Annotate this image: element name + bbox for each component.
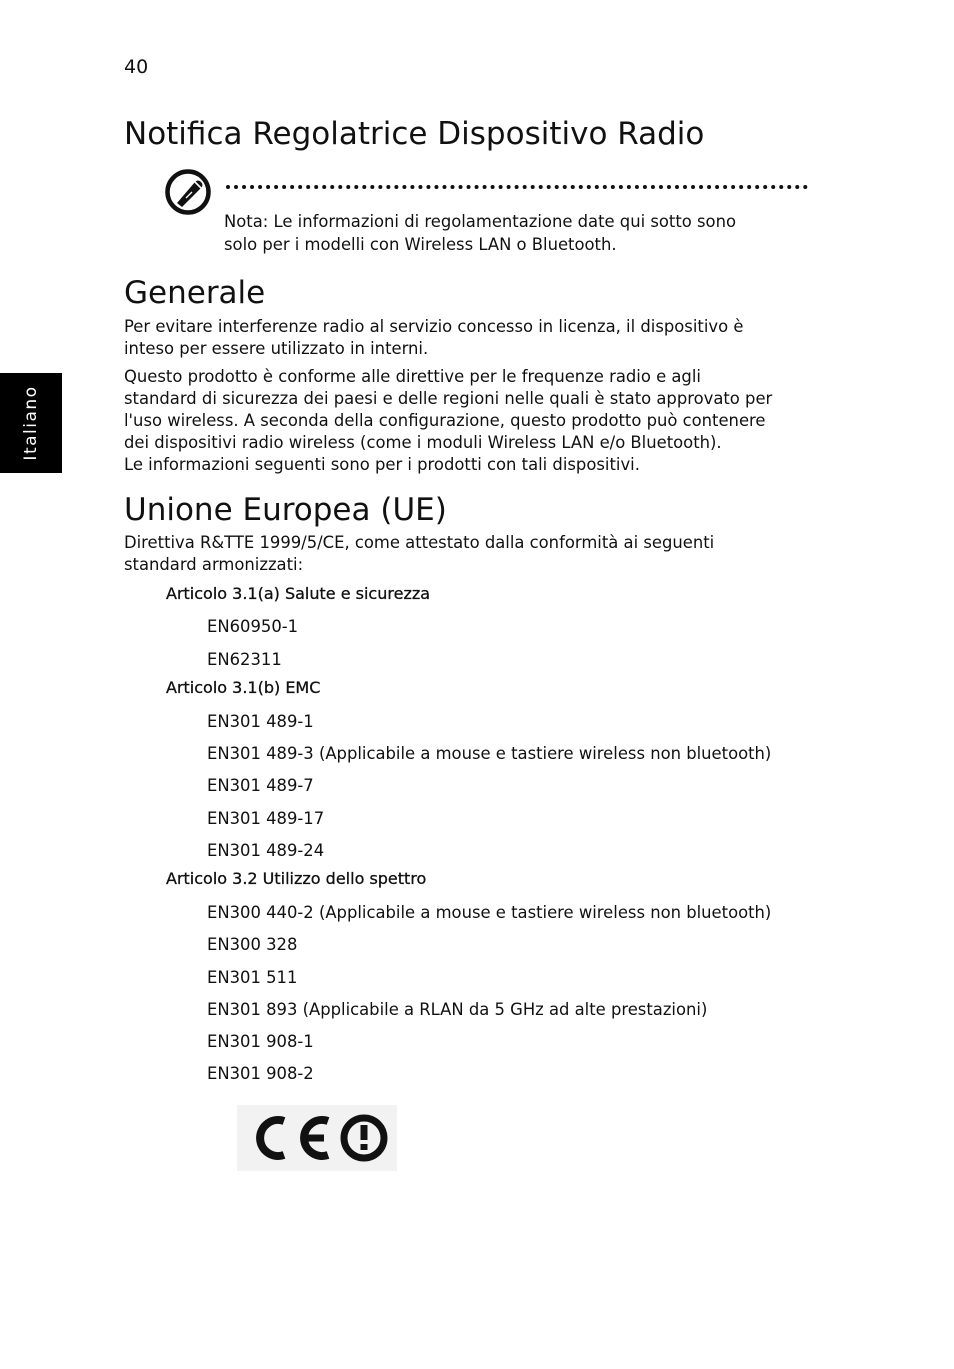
standard-item: EN301 908-1	[207, 1032, 314, 1051]
text-line: Questo prodotto è conforme alle direttive per le frequenze radio e agli	[124, 367, 701, 386]
ce-alert-mark-icon	[237, 1105, 397, 1171]
note-pencil-icon	[164, 168, 212, 216]
section-title-ue: Unione Europea (UE)	[124, 492, 447, 528]
article-heading: Articolo 3.1(b) EMC	[166, 678, 321, 697]
standard-item: EN301 489-17	[207, 809, 325, 828]
standard-item: EN301 511	[207, 968, 298, 987]
standard-item: EN60950-1	[207, 617, 299, 636]
side-tab-label: Italiano	[21, 385, 41, 461]
section-title-generale: Generale	[124, 275, 266, 311]
language-side-tab	[0, 373, 62, 473]
note-line-1: Le informazioni di regolamentazione date qui sotto sono	[273, 212, 736, 231]
standard-item: EN300 440-2 (Applicabile a mouse e tastiere wireless non bluetooth)	[207, 903, 772, 922]
standard-item: EN301 893 (Applicabile a RLAN da 5 GHz ad alte prestazioni)	[207, 1000, 708, 1019]
standard-item: EN301 908-2	[207, 1064, 314, 1083]
note-text	[224, 210, 814, 256]
standard-item: EN301 489-24	[207, 841, 325, 860]
note-label: Nota:	[224, 212, 269, 231]
text-line: dei dispositivi radio wireless (come i moduli Wireless LAN e/o Bluetooth).	[124, 433, 722, 452]
section-title-radio: Notifica Regolatrice Dispositivo Radio	[124, 116, 705, 152]
note-dotted-rule	[226, 185, 808, 189]
standard-item: EN301 489-3 (Applicabile a mouse e tastiere wireless non bluetooth)	[207, 744, 772, 763]
generale-paragraph-2	[124, 366, 814, 476]
text-line: Per evitare interferenze radio al servizio concesso in licenza, il dispositivo è	[124, 317, 744, 336]
text-line: Le informazioni seguenti sono per i prodotti con tali dispositivi.	[124, 455, 640, 474]
text-line: inteso per essere utilizzato in interni.	[124, 339, 429, 358]
standard-item: EN301 489-7	[207, 776, 314, 795]
ue-intro	[124, 532, 814, 576]
generale-paragraph-1	[124, 316, 814, 360]
standard-item: EN301 489-1	[207, 712, 314, 731]
article-heading: Articolo 3.2 Utilizzo dello spettro	[166, 869, 427, 888]
text-line: Direttiva R&TTE 1999/5/CE, come attestato dalla conformità ai seguenti	[124, 533, 715, 552]
note-line-2: solo per i modelli con Wireless LAN o Bluetooth.	[224, 235, 617, 254]
article-heading: Articolo 3.1(a) Salute e sicurezza	[166, 584, 431, 603]
page-number: 40	[124, 56, 149, 78]
text-line: standard di sicurezza dei paesi e delle regioni nelle quali è stato approvato per	[124, 389, 773, 408]
standard-item: EN62311	[207, 650, 282, 669]
text-line: l'uso wireless. A seconda della configurazione, questo prodotto può contenere	[124, 411, 766, 430]
text-line: standard armonizzati:	[124, 555, 304, 574]
standard-item: EN300 328	[207, 935, 298, 954]
